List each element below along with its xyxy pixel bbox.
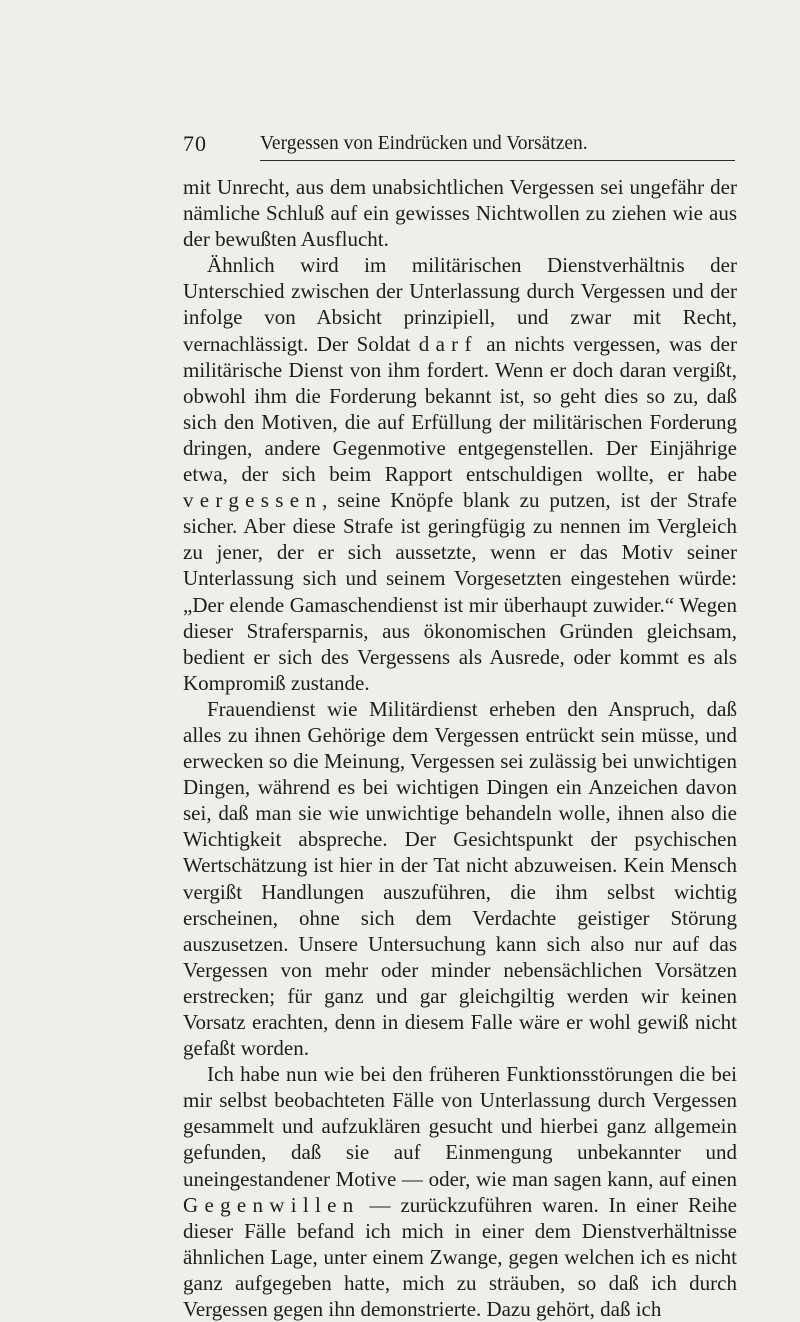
- text-run: Frauendienst wie Militärdienst erheben den Anspruch, daß alles zu ihnen Gehörige dem Vergessen entrückt sein müsse, und erwecken so die Meinung, Vergessen sei zulässig bei unwichtigen Dingen, während es bei wichtigen Dingen ein Anzeichen davon sei, daß man sie wie unwichtige behandeln wolle, ihnen also die Wichtigkeit abspreche. Der Gesichtspunkt der psychischen Wertschätzung ist hier in der Tat nicht abzuweisen. Kein Mensch vergißt Handlungen auszuführen, die ihm selbst wichtig erscheinen, ohne sich dem Verdachte geistiger Störung auszusetzen. Unsere Untersuchung kann sich also nur auf das Vergessen von mehr oder minder nebensächlichen Vorsätzen erstrecken; für ganz und gar gleichgiltig werden wir keinen Vorsatz erachten, denn in diesem Falle wäre er wohl gewiß nicht gefaßt worden.: [183, 696, 737, 1061]
- paragraph: [183, 696, 737, 1061]
- body-text: [183, 174, 737, 1322]
- page-number: 70: [183, 131, 207, 156]
- text-run: — zurückzuführen waren. In einer Reihe dieser Fälle befand ich mich in einer dem Dienstverhältnisse ähnlichen Lage, unter einem Zwange, gegen welchen ich es nicht ganz aufgegeben hatte, mich zu sträuben, so daß ich durch Vergessen gegen ihn demonstrierte. Dazu gehört, daß ich: [183, 1192, 737, 1322]
- text-run: Ähnlich wird im militärischen Dienstverhältnis der Unterschied zwischen der Unterlassung durch Vergessen und der infolge von Absicht prinzipiell, und zwar mit Recht, vernachlässigt. Der Soldat: [183, 253, 737, 356]
- text-run: , seine Knöpfe blank zu putzen, ist der Strafe sicher. Aber diese Strafe ist geringfügig zu nennen im Vergleich zu jener, der er sich aussetzte, wenn er das Motiv seiner Unterlassung sich und seinem Vorgesetzten eingestehen würde: „Der elende Gamaschendienst ist mir überhaupt zuwider.“ Wegen dieser Strafersparnis, aus ökonomischen Gründen gleichsam, bedient er sich des Vergessens als Ausrede, oder kommt es als Kompromiß zustande.: [183, 488, 737, 695]
- paragraph: [183, 252, 737, 696]
- page-header: [183, 130, 735, 162]
- emphasized-word: darf: [418, 331, 478, 356]
- paragraph: [183, 174, 737, 252]
- text-run: mit Unrecht, aus dem unabsichtlichen Vergessen sei ungefähr der nämliche Schluß auf ein gewisses Nichtwollen zu ziehen wie aus der bewußten Ausflucht.: [183, 175, 737, 252]
- text-run: an nichts vergessen, was der militärische Dienst von ihm fordert. Wenn er doch daran vergißt, obwohl ihm die Forderung bekannt ist, so geht dies so zu, daß sich den Motiven, die auf Erfüllung der militärischen Forderung dringen, andere Gegenmotive entgegenstellen. Der Einjährige etwa, der sich beim Rapport entschuldigen wollte, er habe: [183, 331, 737, 487]
- emphasized-word: Gegenwillen: [183, 1192, 360, 1217]
- header-rule: [260, 160, 735, 161]
- text-run: Ich habe nun wie bei den früheren Funktionsstörungen die bei mir selbst beobachteten Fälle von Unterlassung durch Vergessen gesammelt und aufzuklären gesucht und hierbei ganz allgemein gefunden, daß sie auf Einmengung unbekannter und uneingestandener Motive — oder, wie man sagen kann, auf einen: [183, 1062, 737, 1191]
- emphasized-word: vergessen: [183, 488, 323, 513]
- running-title: Vergessen von Eindrücken und Vorsätzen.: [260, 133, 588, 154]
- paragraph: [183, 1061, 737, 1322]
